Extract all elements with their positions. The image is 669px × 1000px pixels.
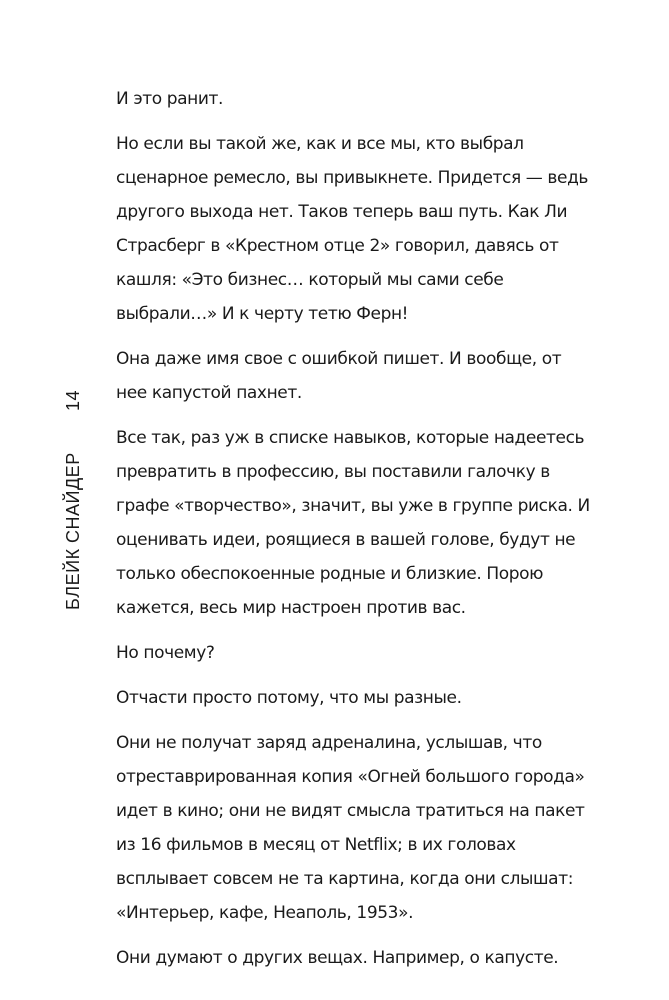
body-text xyxy=(116,82,596,986)
author-name: БЛЕЙК СНАЙДЕР xyxy=(62,452,83,610)
paragraph: Они не получат заряд адреналина, услышав, что отреставрированная копия «Огней большого города» идет в кино; они не видят смысла тратиться на пакет из 16 фильмов в месяц от Netflix; в их головах всплывает совсем не та картина, когда они слышат: «Интерьер, кафе, Неаполь, 1953». xyxy=(116,733,585,923)
paragraph: Но если вы такой же, как и все мы, кто выбрал сценарное ремесло, вы привыкнете. Придется — ведь другого выхода нет. Таков теперь ваш путь. Как Ли Страсберг в «Крестном отце 2» говорил, давясь от кашля: «Это бизнес… который мы сами себе выбрали…» И к черту тетю Ферн! xyxy=(116,134,589,324)
running-head xyxy=(53,390,93,610)
paragraph: Все так, раз уж в списке навыков, которые надеетесь превратить в профессию, вы поставили галочку в графе «творчество», значит, вы уже в группе риска. И оценивать идеи, роящиеся в вашей голове, будут не только обеспокоенные родные и близкие. Порою кажется, весь мир настроен против вас. xyxy=(116,428,590,618)
running-head-rotated xyxy=(53,390,93,610)
paragraph: Они думают о других вещах. Например, о капусте. xyxy=(116,948,559,968)
page-number: 14 xyxy=(62,390,83,412)
paragraph: Она даже имя свое с ошибкой пишет. И вообще, от нее капустой пахнет. xyxy=(116,349,562,403)
paragraph: Отчасти просто потому, что мы разные. xyxy=(116,688,462,708)
paragraph: Но почему? xyxy=(116,643,215,663)
paragraph: И это ранит. xyxy=(116,89,224,109)
